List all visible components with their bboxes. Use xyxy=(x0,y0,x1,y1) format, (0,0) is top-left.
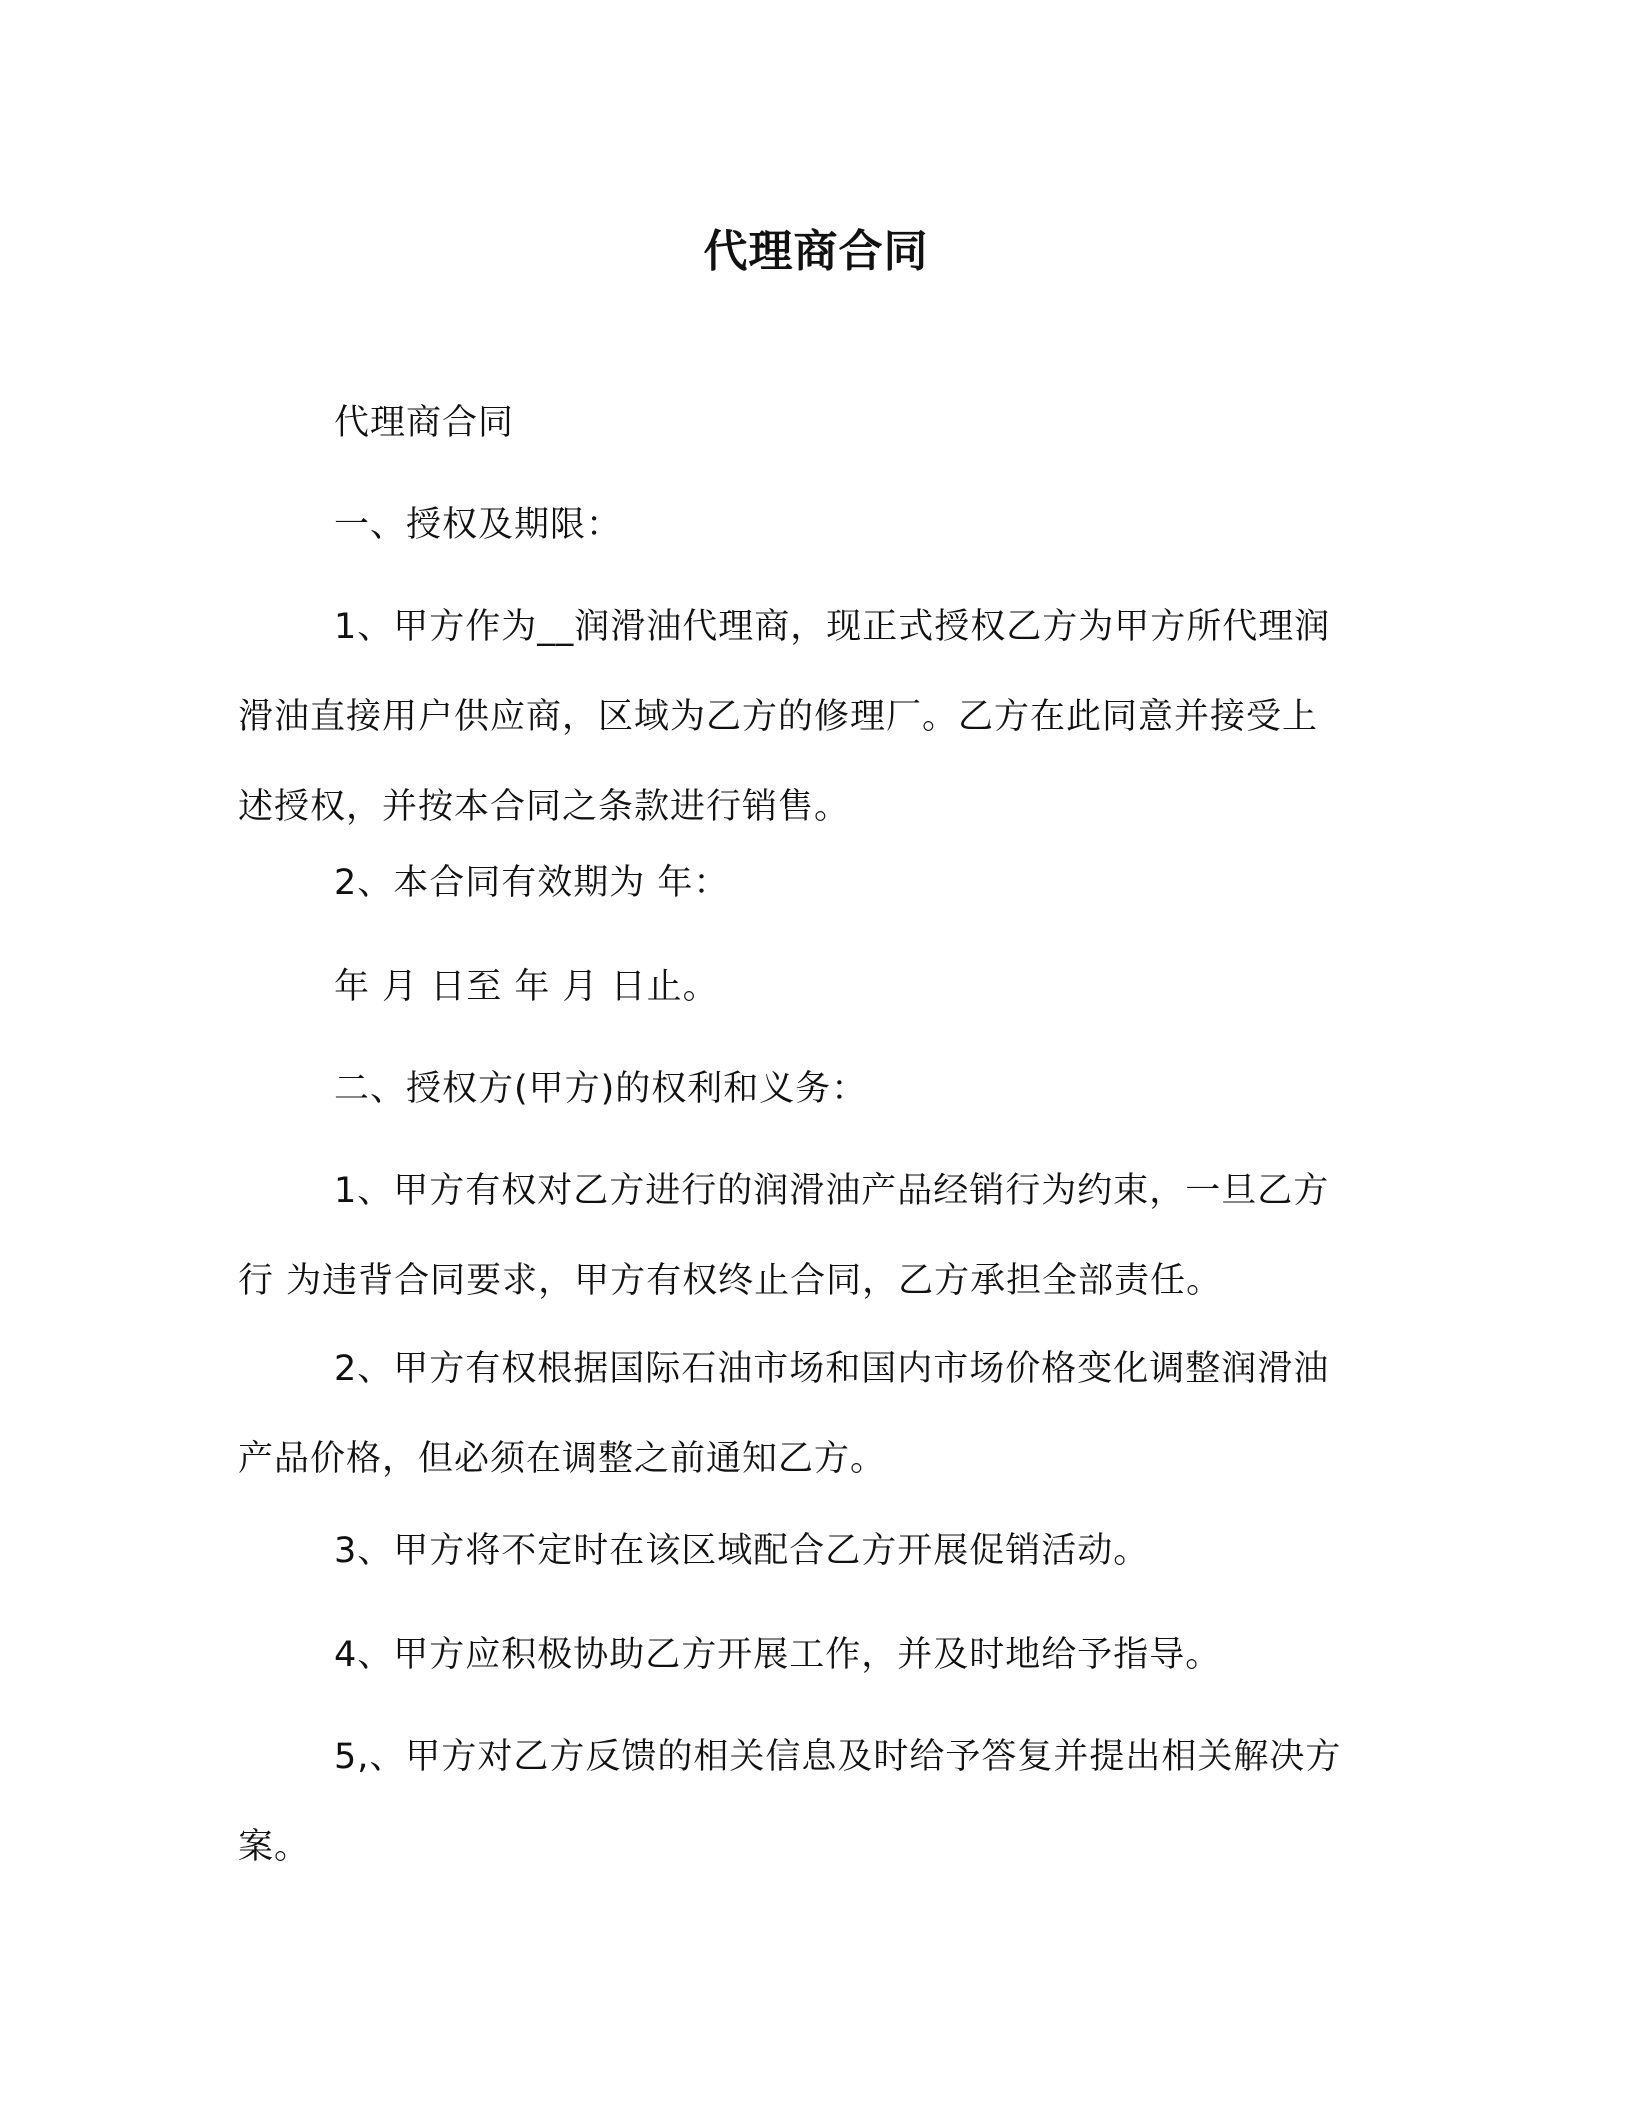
paragraph-line: 5,、甲方对乙方反馈的相关信息及时给予答复并提出相关解决方 xyxy=(334,1737,1342,1777)
clause-2-5 xyxy=(238,1712,1368,1892)
paragraph-line: 代理商合同 xyxy=(334,403,515,443)
clause-2-1 xyxy=(238,1146,1368,1326)
clause-1-1 xyxy=(238,582,1368,852)
paragraph-line: 案。 xyxy=(238,1827,311,1867)
clause-1-2 xyxy=(238,838,1368,928)
section-heading-authorization xyxy=(238,480,1368,570)
paragraph-line: 3、甲方将不定时在该区域配合乙方开展促销活动。 xyxy=(334,1531,1150,1571)
clause-2-4 xyxy=(238,1610,1368,1700)
paragraph-line: 滑油直接用户供应商，区域为乙方的修理厂。乙方在此同意并接受上 xyxy=(238,697,1319,737)
document-title: 代理商合同 xyxy=(703,226,929,277)
clause-1-2-dates xyxy=(238,942,1368,1032)
paragraph-line: 4、甲方应积极协助乙方开展工作，并及时地给予指导。 xyxy=(334,1635,1222,1675)
paragraph-line: 1、甲方有权对乙方进行的润滑油产品经销行为约束，一旦乙方 xyxy=(334,1171,1330,1211)
paragraph-line: 2、本合同有效期为 年： xyxy=(334,863,730,903)
paragraph-line: 2、甲方有权根据国际石油市场和国内市场价格变化调整润滑油 xyxy=(334,1349,1330,1389)
paragraph-line: 年 月 日至 年 月 日止。 xyxy=(334,967,719,1007)
paragraph-line: 一、授权及期限： xyxy=(334,505,623,545)
clause-2-3 xyxy=(238,1506,1368,1596)
paragraph-line: 产品价格，但必须在调整之前通知乙方。 xyxy=(238,1439,887,1479)
paragraph-line: 二、授权方(甲方)的权利和义务： xyxy=(334,1069,868,1109)
paragraph-line: 述授权，并按本合同之条款进行销售。 xyxy=(238,787,851,827)
paragraph-heading-repeat xyxy=(238,378,1368,468)
section-heading-rights xyxy=(238,1044,1368,1134)
paragraph-line: 行 为违背合同要求，甲方有权终止合同，乙方承担全部责任。 xyxy=(238,1261,1223,1301)
paragraph-line: 1、甲方作为__润滑油代理商，现正式授权乙方为甲方所代理润 xyxy=(334,607,1331,647)
clause-2-2 xyxy=(238,1324,1368,1504)
